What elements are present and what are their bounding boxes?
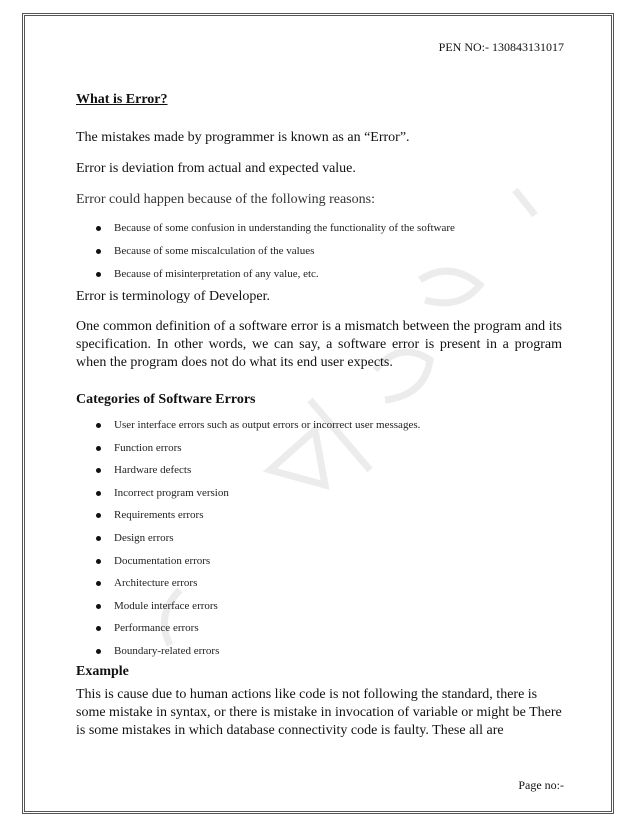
list-item: Function errors <box>96 441 562 464</box>
list-item: Requirements errors <box>96 508 562 531</box>
paragraph-error-definition: The mistakes made by programmer is known as an “Error”. <box>76 130 410 145</box>
list-item: Documentation errors <box>96 554 562 577</box>
document-body <box>76 92 562 740</box>
list-item: Because of some miscalculation of the values <box>96 244 562 267</box>
list-item: Because of misinterpretation of any value, etc. <box>96 267 562 290</box>
section-heading-what-is-error: What is Error? <box>76 92 168 107</box>
list-item: Module interface errors <box>96 599 562 622</box>
paragraph-example: This is cause due to human actions like code is not following the standard, there is some mistake in syntax, or there is mistake in invocation of variable or might be There is some mistakes in which database connectivity code is faulty. These all are <box>76 686 562 738</box>
section-heading-categories: Categories of Software Errors <box>76 392 256 407</box>
list-item: Performance errors <box>96 621 562 644</box>
paragraph-error-terminology: Error is terminology of Developer. <box>76 289 271 304</box>
paragraph-error-reasons-intro: Error could happen because of the following reasons: <box>76 192 375 207</box>
reasons-list <box>76 221 562 290</box>
list-item: User interface errors such as output errors or incorrect user messages. <box>96 418 562 441</box>
list-item: Boundary-related errors <box>96 644 562 667</box>
section-heading-example: Example <box>76 663 129 679</box>
paragraph-error-common-definition: One common definition of a software error is a mismatch between the program and its specification. In other words, we can say, a software error is present in a program when the program does not do what its end user expects. <box>76 319 562 370</box>
list-item: Because of some confusion in understanding the functionality of the software <box>96 221 562 244</box>
list-item: Design errors <box>96 531 562 554</box>
paragraph-error-deviation: Error is deviation from actual and expected value. <box>76 161 356 176</box>
categories-list <box>76 418 562 667</box>
list-item: Hardware defects <box>96 463 562 486</box>
pen-number: PEN NO:- 130843131017 <box>438 40 564 54</box>
list-item: Architecture errors <box>96 576 562 599</box>
page-number: Page no:- <box>518 778 564 792</box>
list-item: Incorrect program version <box>96 486 562 509</box>
